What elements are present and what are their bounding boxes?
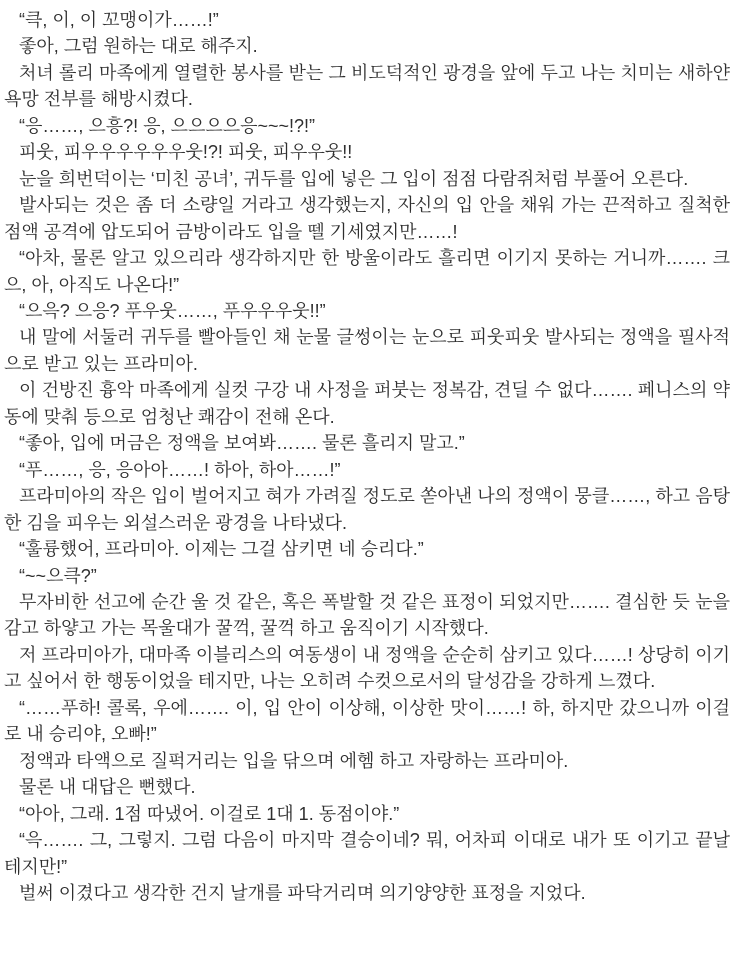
- paragraph: 무자비한 선고에 순간 울 것 같은, 혹은 폭발할 것 같은 표정이 되었지만……. 결심한 듯 눈을 감고 하얗고 가는 목울대가 꿀꺽, 꿀꺽 하고 움직이기 시작했다.: [4, 591, 730, 639]
- paragraph: 벌써 이겼다고 생각한 건지 날개를 파닥거리며 의기양양한 표정을 지었다.: [19, 882, 586, 903]
- paragraph: 프라미아의 작은 입이 벌어지고 혀가 가려질 정도로 쏟아낸 나의 정액이 뭉클……, 하고 음탕한 김을 피우는 외설스러운 광경을 나타냈다.: [4, 486, 730, 533]
- paragraph: 물론 내 대답은 뻔했다.: [19, 777, 196, 798]
- paragraph: 내 말에 서둘러 귀두를 빨아들인 채 눈물 글썽이는 눈으로 피웃피웃 발사되는 정액을 필사적으로 받고 있는 프라미아.: [4, 327, 730, 374]
- paragraph: 이 건방진 흉악 마족에게 실컷 구강 내 사정을 퍼붓는 정복감, 견딜 수 없다……. 페니스의 약동에 맞춰 등으로 엄청난 쾌감이 전해 온다.: [4, 380, 730, 427]
- paragraph: “~~으큭?”: [19, 565, 97, 586]
- paragraph: 처녀 롤리 마족에게 열렬한 봉사를 받는 그 비도덕적인 광경을 앞에 두고 나는 치미는 새하얀 욕망 전부를 해방시켰다.: [4, 62, 730, 110]
- paragraph: 피웃, 피우우우우우우웃!?! 피웃, 피우우웃!!: [19, 142, 353, 163]
- paragraph: “큭, 이, 이 꼬맹이가……!”: [19, 10, 219, 30]
- paragraph: “윽……. 그, 그렇지. 그럼 다음이 마지막 결승이네? 뭐, 어차피 이대로 내가 또 이기고 끝날 테지만!”: [4, 830, 730, 877]
- paragraph: “훌륭했어, 프라미아. 이제는 그걸 삼키면 네 승리다.”: [19, 539, 424, 560]
- paragraph: 좋아, 그럼 원하는 대로 해주지.: [19, 36, 258, 57]
- paragraph: “아아, 그래. 1점 따냈어. 이걸로 1대 1. 동점이야.”: [19, 803, 400, 824]
- paragraph: “푸……, 응, 응아아……! 하아, 하아……!”: [19, 459, 341, 480]
- paragraph: “으윽? 으응? 푸우웃……, 푸우우우웃!!”: [19, 300, 326, 321]
- paragraph: 눈을 희번덕이는 ‘미친 공녀’, 귀두를 입에 넣은 그 입이 점점 다람쥐처럼 부풀어 오른다.: [19, 168, 689, 189]
- paragraph: 발사되는 것은 좀 더 소량일 거라고 생각했는지, 자신의 입 안을 채워 가는 끈적하고 질척한 점액 공격에 압도되어 금방이라도 입을 뗄 기세였지만……!: [4, 195, 730, 242]
- paragraph: 저 프라미아가, 대마족 이블리스의 여동생이 내 정액을 순순히 삼키고 있다……! 상당히 이기고 싶어서 한 행동이었을 테지만, 나는 오히려 수컷으로서의 달성감을 강하게 느꼈다.: [4, 644, 730, 692]
- paragraph: 정액과 타액으로 질퍽거리는 입을 닦으며 에헴 하고 자랑하는 프라미아.: [19, 750, 569, 771]
- paragraph: “좋아, 입에 머금은 정액을 보여봐……. 물론 흘리지 말고.”: [19, 433, 465, 454]
- paragraph: “응……, 으흥?! 응, 으으으으응~~~!?!”: [19, 115, 316, 136]
- paragraph: “아차, 물론 알고 있으리라 생각하지만 한 방울이라도 흘리면 이기지 못하는 거니까……. 크으, 아, 아직도 나온다!”: [4, 248, 730, 295]
- paragraph: “……푸하! 콜록, 우에……. 이, 입 안이 이상해, 이상한 맛이……! 하, 하지만 갔으니까 이걸로 내 승리야, 오빠!”: [4, 697, 730, 745]
